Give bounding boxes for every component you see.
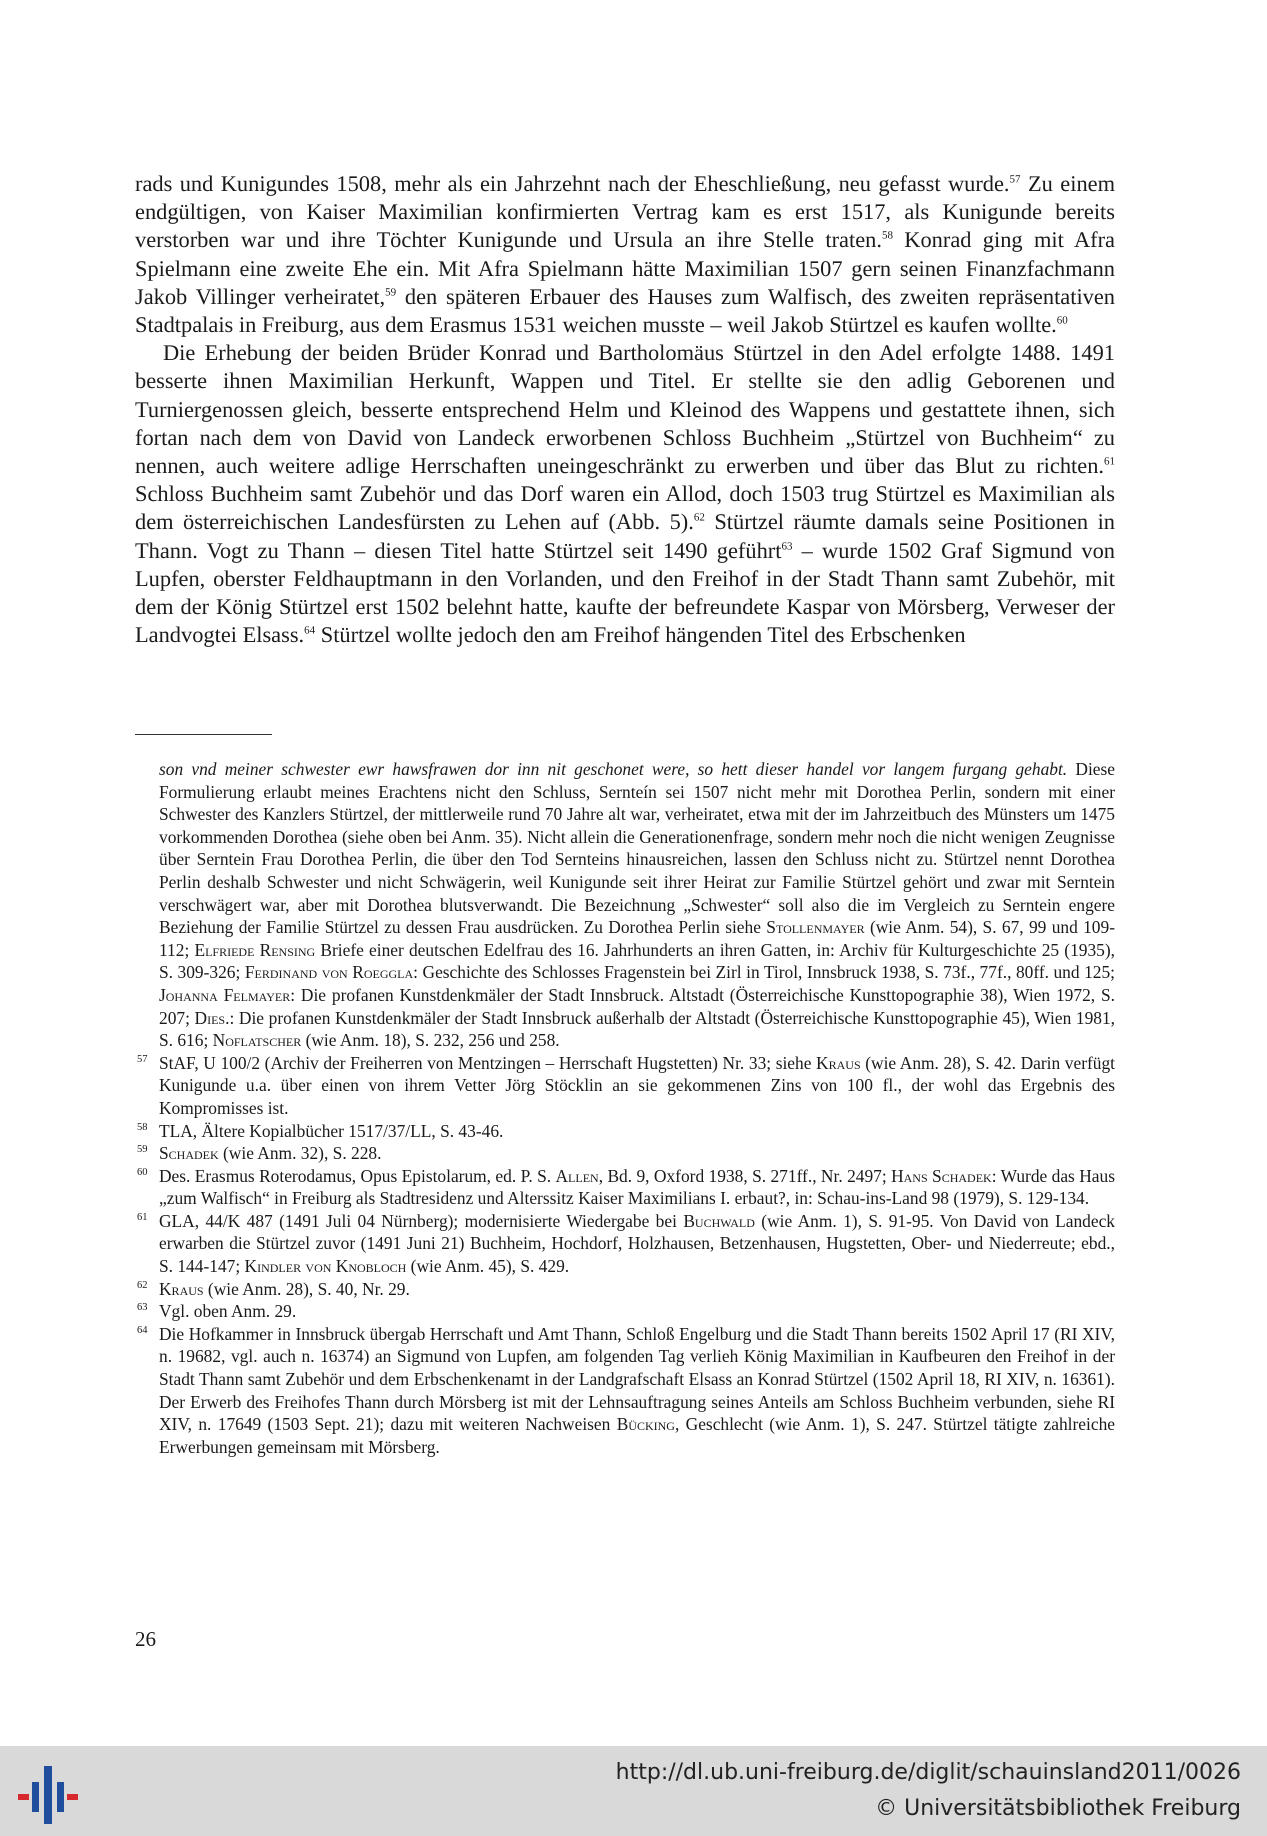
author-name: Stollenmayer: [766, 917, 865, 938]
text-run: Die Erhebung der beiden Brüder Konrad und Bartholomäus Stürtzel in den Adel erfolgte 1488. 1491 besserte ihnen Maximilian Herkunft, Wappen und Titel. Er stellte sie den adlig Geborenen und Turniergenossen gleich, besserte entsprechend Helm und Kleinod des Wappens und gestattete ihnen, sich fortan nach dem von David von Landeck erworbenen Schloss Buchheim „Stürtzel von Buchheim“ zu nennen, auch weitere adlige Herrschaften uneingeschränkt zu erwerben und über das Blut zu richten.: [135, 340, 1115, 479]
footnote-62: [135, 1278, 1115, 1301]
footnote-57: [135, 1052, 1115, 1120]
footnote-ref[interactable]: 60: [1056, 314, 1068, 327]
author-name: Ferdinand von Roeggla: [244, 962, 414, 983]
footnote-ref[interactable]: 59: [385, 286, 397, 299]
footnote-ref[interactable]: 63: [781, 540, 793, 553]
text-run: rads und Kunigundes 1508, mehr als ein Jahrzehnt nach der Eheschließung, neu gefasst wurde.: [135, 171, 1010, 196]
text-run: : Wurde das Haus „zum Walfisch“ in Freiburg als Stadtresidenz und Alterssitz Kaiser Maximilians I. erbaut?, in: Schau-ins-Land 98 (1979), S. 129-134.: [159, 1165, 1115, 1209]
footnote-number: 59: [137, 1144, 148, 1156]
footnote-number: 57: [137, 1053, 148, 1065]
text-run: , Bd. 9, Oxford 1938, S. 271ff., Nr. 2497;: [598, 1165, 892, 1186]
author-name: Elfriede Rensing: [194, 939, 316, 960]
footnote-ref[interactable]: 64: [304, 624, 316, 637]
text-run: Briefe einer deutschen Edelfrau des 16. Jahrhunderts an ihren Gatten, in: Archiv für Kulturgeschichte 25 (1935), S. 309-326;: [159, 939, 1116, 983]
text-run: Stürtzel räumte damals seine Positionen in Thann. Vogt zu Thann – diesen Titel hatte Stürtzel seit 1490 geführt: [135, 509, 1115, 563]
author-name: Noflatscher: [212, 1030, 302, 1051]
footnote-ref[interactable]: 58: [881, 229, 893, 242]
text-run: Diese Formulierung erlaubt meines Erachtens nicht den Schluss, Sernteín sei 1507 nicht mehr mit Dorothea Perlin, sondern mit einer Schwester des Kanzlers Stürtzel, der mittlerweile rund 70 Jahre alt war, verheiratet, etwa mit der im Jahrzeitbuch des Münsters um 1475 vorkommenden Dorothea (siehe oben bei Anm. 35). Nicht allein die Generationenfrage, sondern mehr noch die nicht wenigen Zeugnisse über Serntein Frau Dorothea Perlin, die über den Tod Sernteins hinausreichen, lassen den Schluss nicht zu. Stürtzel nennt Dorothea Perlin deshalb Schwester und nicht Schwägerin, weil Kunigunde seit ihrer Heirat zur Familie Stürtzel gehört und zwar mit Serntein verschwägert war, aber mit Dorothea blutsverwandt. Die Bezeichnung „Schwester“ soll also die im Vergleich zu Serntein engere Beziehung der Familie Stürtzel zu dessen Frau ausdrücken. Zu Dorothea Perlin siehe: [159, 759, 1115, 938]
copyright-notice: © Universitätsbibliothek Freiburg: [875, 1796, 1241, 1821]
author-name: Bücking: [616, 1414, 675, 1435]
footnote-number: 62: [137, 1279, 148, 1291]
footnote-58: [135, 1120, 1115, 1143]
author-name: Buchwald: [683, 1210, 755, 1231]
author-name: Allen: [555, 1165, 599, 1186]
footnote-ref[interactable]: 62: [693, 511, 705, 524]
text-run: (wie Anm. 28), S. 40, Nr. 29.: [203, 1278, 410, 1299]
footnote-number: 64: [137, 1324, 148, 1336]
footnote-ref[interactable]: 57: [1009, 173, 1021, 186]
author-name: Kraus: [816, 1052, 861, 1073]
footnote-ref[interactable]: 61: [1104, 455, 1115, 468]
footnote-61: [135, 1210, 1115, 1278]
text-run: Schloss Buchheim samt Zubehör und das Dorf waren ein Allod, doch 1503 trug Stürtzel es Maximilian als dem österreichischen Landesfürsten zu Lehen auf (Abb. 5).: [135, 481, 1115, 535]
text-run: (wie Anm. 18), S. 232, 256 und 258.: [301, 1030, 560, 1051]
footnote-63: [135, 1300, 1115, 1323]
quoted-source: son vnd meiner schwester ewr hawsfrawen dor inn nit geschonet were, so hett dieser handel vor langem furgang gehabt.: [159, 759, 1068, 779]
text-run: (wie Anm. 54), S. 67, 99 und 109-112;: [159, 917, 1115, 960]
footnote-number: 63: [137, 1302, 148, 1314]
author-name: Johanna Felmayer: [159, 984, 291, 1005]
author-name: Hans Schadek: [891, 1165, 992, 1186]
text-run: Konrad ging mit Afra Spielmann eine zweite Ehe ein. Mit Afra Spielmann hätte Maximilian 1507 gern seinen Finanzfachmann Jakob Villinger verheiratet,: [135, 227, 1115, 309]
text-run: StAF, U 100/2 (Archiv der Freiherren von Mentzingen – Herrschaft Hugstetten) Nr. 33; siehe: [159, 1052, 817, 1073]
text-run: (wie Anm. 32), S. 228.: [218, 1143, 382, 1164]
footnote-number: 58: [137, 1121, 148, 1133]
text-run: TLA, Ältere Kopialbücher 1517/37/LL, S. 43-46.: [159, 1120, 504, 1141]
text-run: (wie Anm. 28), S. 42. Darin verfügt Kunigunde u.a. über einen von ihrem Vetter Jörg Stöcklin an sie gekommenen Zins von 100 fl., der wohl das Ergebnis des Kompromisses ist.: [159, 1052, 1116, 1118]
text-run: – wurde 1502 Graf Sigmund von Lupfen, oberster Feldhauptmann in den Vorlanden, und den Freihof in der Stadt Thann samt Zubehör, mit dem der König Stürtzel erst 1502 belehnt hatte, kaufte der befreundete Kaspar von Mörsberg, Verweser der Landvogtei Elsass.: [135, 537, 1115, 648]
text-run: Vgl. oben Anm. 29.: [159, 1301, 297, 1322]
text-run: : Die profanen Kunstdenkmäler der Stadt Innsbruck. Altstadt (Österreichische Kunsttopographie 38), Wien 1972, S. 207;: [159, 984, 1115, 1028]
footnote-continuation: [135, 758, 1115, 1052]
footnote-number: 60: [137, 1166, 148, 1178]
text-run: Des. Erasmus Roterodamus, Opus Epistolarum, ed. P. S.: [159, 1165, 556, 1186]
author-name: Dies.: [194, 1007, 230, 1028]
author-name: Schadek: [159, 1143, 219, 1164]
footnote-divider: [135, 734, 272, 735]
footer-bar: [0, 1746, 1267, 1836]
ub-freiburg-logo-icon: [14, 1760, 84, 1830]
text-run: , Geschlecht (wie Anm. 1), S. 247. Stürtzel tätigte zahlreiche Erwerbungen gemeinsam mit Mörsberg.: [159, 1414, 1115, 1457]
text-run: (wie Anm. 1), S. 91-95. Von David von Landeck erwarben die Stürtzel zuvor (1491 Juni 21) Buchheim, Hochdorf, Holzhausen, Betzenhausen, Hugstetten, Ober- und Niederreute; ebd., S. 144-147;: [159, 1210, 1115, 1277]
text-run: GLA, 44/K 487 (1491 Juli 04 Nürnberg); modernisierte Wiedergabe bei: [159, 1210, 684, 1231]
page-number: 26: [135, 1627, 156, 1651]
text-run: Die Hofkammer in Innsbruck übergab Herrschaft und Amt Thann, Schloß Engelburg und die Stadt Thann bereits 1502 April 17 (RI XIV, n. 19682, vgl. auch n. 16374) an Sigmund von Lupfen, am folgenden Tag verlieh König Maximilian in Kaufbeuren den Freihof in der Stadt Thann samt Zubehör und dem Erbschenkenamt in der Landgrafschaft Elsass an Konrad Stürtzel (1502 April 18, RI XIV, n. 16361). Der Erwerb des Freihofes Thann durch Mörsberg ist mit der Lehnsauftragung seines Anteils am Schloss Buchheim verbunden, siehe RI XIV, n. 17649 (1503 Sept. 21); dazu mit weiteren Nachweisen: [159, 1323, 1115, 1435]
author-name: Kindler von Knobloch: [244, 1256, 407, 1277]
author-name: Kraus: [159, 1278, 204, 1299]
source-url-link[interactable]: http://dl.ub.uni-freiburg.de/diglit/schauinsland2011/0026: [615, 1760, 1241, 1785]
paragraph-2: [135, 339, 1115, 649]
footnotes: [135, 758, 1115, 1458]
text-run: : Die profanen Kunstdenkmäler der Stadt Innsbruck außerhalb der Altstadt (Österreichische Kunsttopographie 45), Wien 1981, S. 616;: [159, 1007, 1116, 1051]
footnote-60: [135, 1165, 1115, 1210]
text-run: Stürtzel wollte jedoch den am Freihof hängenden Titel des Erbschenken: [315, 622, 966, 648]
footnote-64: [135, 1323, 1115, 1459]
footnote-59: [135, 1142, 1115, 1165]
text-run: : Geschichte des Schlosses Fragenstein bei Zirl in Tirol, Innsbruck 1938, S. 73f., 77f., 80ff. und 125;: [413, 962, 1115, 983]
main-text: [135, 170, 1115, 649]
paragraph-1: [135, 170, 1115, 339]
footnote-number: 61: [137, 1211, 148, 1223]
text-run: den späteren Erbauer des Hauses zum Walfisch, des zweiten repräsentativen Stadtpalais in Freiburg, aus dem Erasmus 1531 weichen musste – weil Jakob Stürtzel es kaufen wollte.: [135, 283, 1115, 338]
text-run: (wie Anm. 45), S. 429.: [406, 1256, 570, 1277]
text-run: Zu einem endgültigen, von Kaiser Maximilian konfirmierten Vertrag kam es erst 1517, als Kunigunde bereits verstorben war und ihre Töchter Kunigunde und Ursula an ihre Stelle traten.: [135, 171, 1116, 253]
